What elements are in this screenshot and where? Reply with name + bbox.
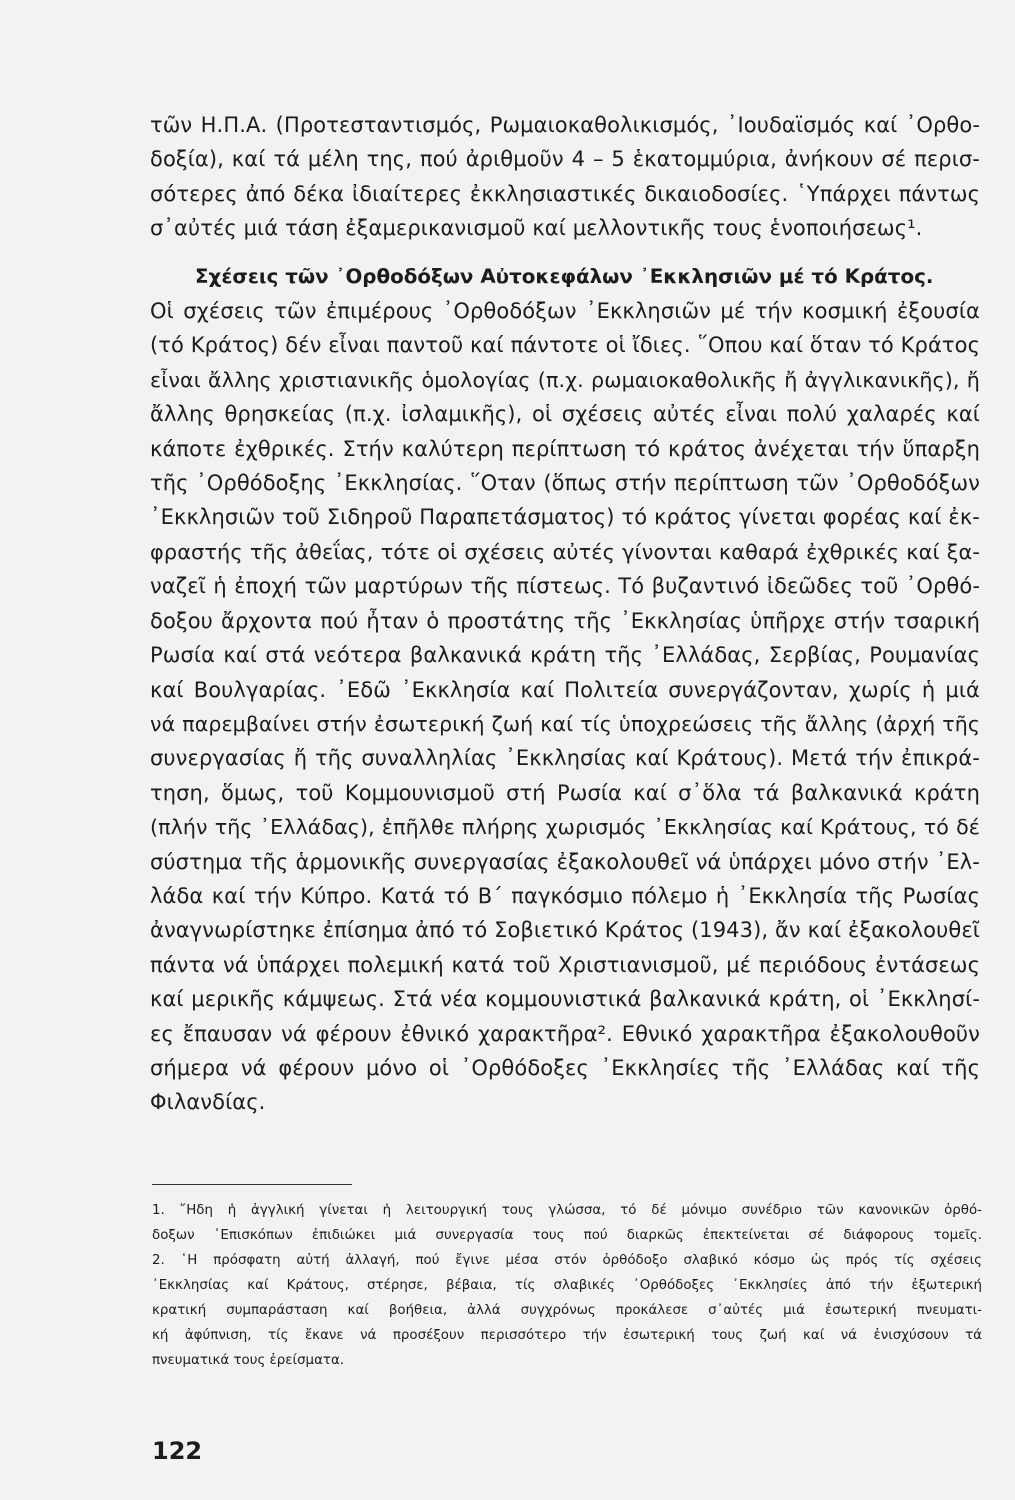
footnote-divider — [152, 1184, 352, 1185]
text-line: δοξία), καί τά μέλη της, πού ἀριθμοῦν 4 – 5 ἑκατομμύρια, ἀνήκουν σέ περισ- — [150, 147, 980, 172]
text-line: σότερες ἀπό δέκα ἰδιαίτερες ἐκκλησιαστικές δικαιοδοσίες. ῾Υπάρχει πάντως — [150, 181, 980, 206]
text-line: πάντα νά ὑπάρχει πολεμική κατά τοῦ Χριστιανισμοῦ, μέ περιόδους ἐντάσεως — [150, 952, 980, 977]
footnote-line: ᾿Εκκλησίας καί Κράτους, στέρησε, βέβαια, τίς σλαβικές ᾿Ορθόδοξες ᾿Εκκλησίες ἀπό τήν ἐξωτερική — [152, 1278, 982, 1293]
text-line: συνεργασίας ἤ τῆς συναλληλίας ᾿Εκκλησίας καί Κράτους). Μετά τήν ἐπικρά- — [150, 746, 980, 771]
text-line: ναζεῖ ἡ ἐποχή τῶν μαρτύρων τῆς πίστεως. Τό βυζαντινό ἰδεῶδες τοῦ ᾿Ορθό- — [150, 574, 980, 599]
text-line: σ᾿αὐτές μιά τάση ἐξαμερικανισμοῦ καί μελλοντικῆς τους ἑνοποιήσεως¹. — [150, 216, 923, 241]
section-heading: Σχέσεις τῶν ᾿Ορθοδόξων Αὐτοκεφάλων ᾿Εκκλησιῶν μέ τό Κράτος. — [195, 264, 934, 288]
text-line: λάδα καί τήν Κύπρο. Κατά τό Β΄ παγκόσμιο πόλεμο ἡ ᾿Εκκλησία τῆς Ρωσίας — [150, 883, 980, 908]
text-line: καί Βουλγαρίας. ᾿Εδῶ ᾿Εκκλησία καί Πολιτεία συνεργάζονταν, χωρίς ἡ μιά — [150, 677, 980, 702]
text-line: Ρωσία καί στά νεότερα βαλκανικά κράτη τῆς ᾿Ελλάδας, Σερβίας, Ρουμανίας — [150, 643, 980, 668]
text-line: Οἱ σχέσεις τῶν ἐπιμέρους ᾿Ορθοδόξων ᾿Εκκλησιῶν μέ τήν κοσμική ἐξουσία — [150, 299, 980, 324]
footnote-line: κρατική συμπαράσταση καί βοήθεια, ἀλλά συγχρόνως προκάλεσε σ᾿αὐτές μιά ἐσωτερική πνευματι- — [152, 1303, 982, 1318]
text-line: τηση, ὅμως, τοῦ Κομμουνισμοῦ στή Ρωσία καί σ᾿ὅλα τά βαλκανικά κράτη — [150, 780, 980, 805]
text-line: ᾿Εκκλησιῶν τοῦ Σιδηροῦ Παραπετάσματος) τό κράτος γίνεται φορέας καί ἐκ- — [150, 505, 980, 530]
text-line: τῆς ᾿Ορθόδοξης ᾿Εκκλησίας. ῞Οταν (ὅπως στήν περίπτωση τῶν ᾿Ορθοδόξων — [150, 471, 980, 496]
footnote-line: κή ἀφύπνιση, τίς ἔκανε νά προσέξουν περισσότερο τήν ἐσωτερική τους ζωή καί νά ἐνισχύσουν τά — [152, 1328, 982, 1343]
text-line: εἶναι ἄλλης χριστιανικῆς ὁμολογίας (π.χ. ρωμαιοκαθολικῆς ἤ ἀγγλικανικῆς), ἤ — [150, 367, 980, 392]
footnote-line: δοξων ᾿Επισκόπων ἐπιδιώκει μιά συνεργασία τους πού διαρκῶς ἐπεκτείνεται σέ διάφορους τομεῖς. — [152, 1228, 982, 1243]
text-line: ἄλλης θρησκείας (π.χ. ἰσλαμικῆς), οἱ σχέσεις αὐτές εἶναι πολύ χαλαρές καί — [150, 402, 980, 427]
text-line: ες ἔπαυσαν νά φέρουν ἐθνικό χαρακτῆρα². Εθνικό χαρακτῆρα ἐξακολουθοῦν — [150, 1021, 980, 1046]
footnote-line: 2. ῾Η πρόσφατη αὐτή ἀλλαγή, πού ἔγινε μέσα στόν ὀρθόδοξο σλαβικό κόσμο ὡς πρός τίς σχέσεις — [152, 1253, 982, 1268]
text-line: κάποτε ἐχθρικές. Στήν καλύτερη περίπτωση τό κράτος ἀνέχεται τήν ὕπαρξη — [150, 436, 980, 461]
text-line: (τό Κράτος) δέν εἶναι παντοῦ καί πάντοτε οἱ ἴδιες. ῞Οπου καί ὅταν τό Κράτος — [150, 333, 980, 358]
footnote-line: πνευματικά τους ἐρείσματα. — [152, 1353, 345, 1368]
text-line: δοξου ἄρχοντα πού ἦταν ὁ προστάτης τῆς ᾿Εκκλησίας ὑπῆρχε στήν τσαρική — [150, 608, 980, 633]
text-line: σύστημα τῆς ἁρμονικῆς συνεργασίας ἐξακολουθεῖ νά ὑπάρχει μόνο στήν ᾿Ελ- — [150, 849, 980, 874]
text-line: ἀναγνωρίστηκε ἐπίσημα ἀπό τό Σοβιετικό Κράτος (1943), ἄν καί ἐξακολουθεῖ — [150, 918, 980, 943]
text-line: σήμερα νά φέρουν μόνο οἱ ᾿Ορθόδοξες ᾿Εκκλησίες τῆς ᾿Ελλάδας καί τῆς — [150, 1055, 980, 1080]
footnote-line: 1. ῎Ηδη ἡ ἀγγλική γίνεται ἡ λειτουργική τους γλώσσα, τό δέ μόνιμο συνέδριο τῶν κανονικῶν ὀρθό- — [152, 1203, 982, 1218]
text-line: νά παρεμβαίνει στήν ἐσωτερική ζωή καί τίς ὑποχρεώσεις τῆς ἄλλης (ἀρχή τῆς — [150, 711, 980, 736]
page-number: 122 — [152, 1437, 203, 1465]
text-line: καί μερικῆς κάμψεως. Στά νέα κομμουνιστικά βαλκανικά κράτη, οἱ ᾿Εκκλησί- — [150, 987, 980, 1012]
text-line: τῶν Η.Π.Α. (Προτεσταντισμός, Ρωμαιοκαθολικισμός, ᾿Ιουδαϊσμός καί ᾿Ορθο- — [150, 113, 980, 137]
text-line: (πλήν τῆς ᾿Ελλάδας), ἐπῆλθε πλήρης χωρισμός ᾿Εκκλησίας καί Κράτους, τό δέ — [150, 815, 980, 840]
body-text — [150, 108, 980, 1120]
text-line: Φιλανδίας. — [150, 1090, 266, 1115]
footnotes — [152, 1198, 982, 1373]
text-line: φραστής τῆς ἀθεΐας, τότε οἱ σχέσεις αὐτές γίνονται καθαρά ἐχθρικές καί ξα- — [150, 539, 980, 564]
